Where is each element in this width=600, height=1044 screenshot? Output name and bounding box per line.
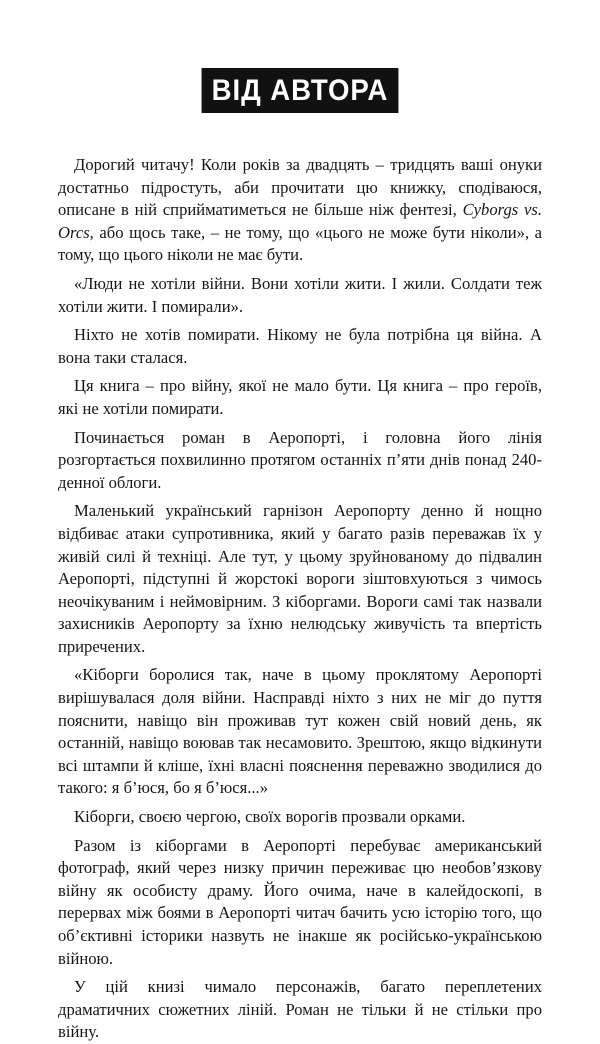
paragraph-9: Разом із кіборгами в Аеропорті перебуває американський фотограф, який через низку причин переживає цю необов’язкову війну як особисту драму. Його очима, наче в калейдоскопі, в перервах між боями в Аеропорті читач бачить усю історію того, що об’єктивні історики назвуть не інакше як російсько-українською війною. — [58, 835, 542, 968]
paragraph-8: Кіборги, своєю чергою, своїх ворогів прозвали орками. — [74, 807, 466, 827]
paragraph-6: Маленький український гарнізон Аеропорту денно й нощно відбиває атаки супротивника, який у багато разів переважав їх у живій силі й техніці. Але тут, у цьому зруйнованому до підвалин Аеропорті, підступні й жорстокі вороги зіштовхуються з чимось неочікуваним і неймовірним. З кіборгами. Вороги самі так назвали захисників Аеропорту за їхню нелюдську живучість та впертість приречених. — [58, 501, 542, 656]
paragraph-3: Ніхто не хотів помирати. Нікому не була потрібна ця війна. А вона таки сталася. — [58, 325, 542, 367]
paragraph-10: У цій книзі чимало персонажів, багато переплетених драматичних сюжетних ліній. Роман не тільки й не стільки про війну. — [58, 977, 542, 1042]
paragraph-1: Дорогий читачу! Коли років за двадцять – тридцять ваші онуки достатньо підростуть, аби прочитати цю книжку, сподіваюся, описане в ній сприйматиметься не більше ніж фентезі, Cyborgs vs. Orcs, або щось таке, – не тому, що «цього не може бути ніколи», а тому, що цього ніколи не має бути. — [58, 155, 542, 265]
chapter-title: ВІД АВТОРА — [202, 68, 399, 113]
paragraph-4: Ця книга – про війну, якої не мало бути. Ця книга – про героїв, які не хотіли помирати. — [58, 376, 542, 418]
paragraph-2: «Люди не хотіли війни. Вони хотіли жити. І жили. Солдати теж хотіли жити. І помирали». — [58, 273, 542, 316]
paragraph-7: «Кіборги боролися так, наче в цьому проклятому Аеропорті вирішувалася доля війни. Насправді ніхто з них не міг до пуття пояснити, навіщо він проживав тут кожен свій новий день, як останній, навіщо воював так несамовито. Зрештою, якщо відкинути всі штампи й кліше, їхні власні пояснення переважно зводилися до такого: я б’юся, бо я б’юся...» — [58, 665, 542, 798]
paragraph-5: Починається роман в Аеропорті, і головна його лінія розгортається похвилинно протягом останніх п’яти днів понад 240-денної облоги. — [58, 427, 542, 492]
body-text — [58, 154, 542, 1044]
title-wrap — [0, 68, 600, 113]
italic-title: Cyborgs vs. Orcs — [58, 200, 542, 242]
